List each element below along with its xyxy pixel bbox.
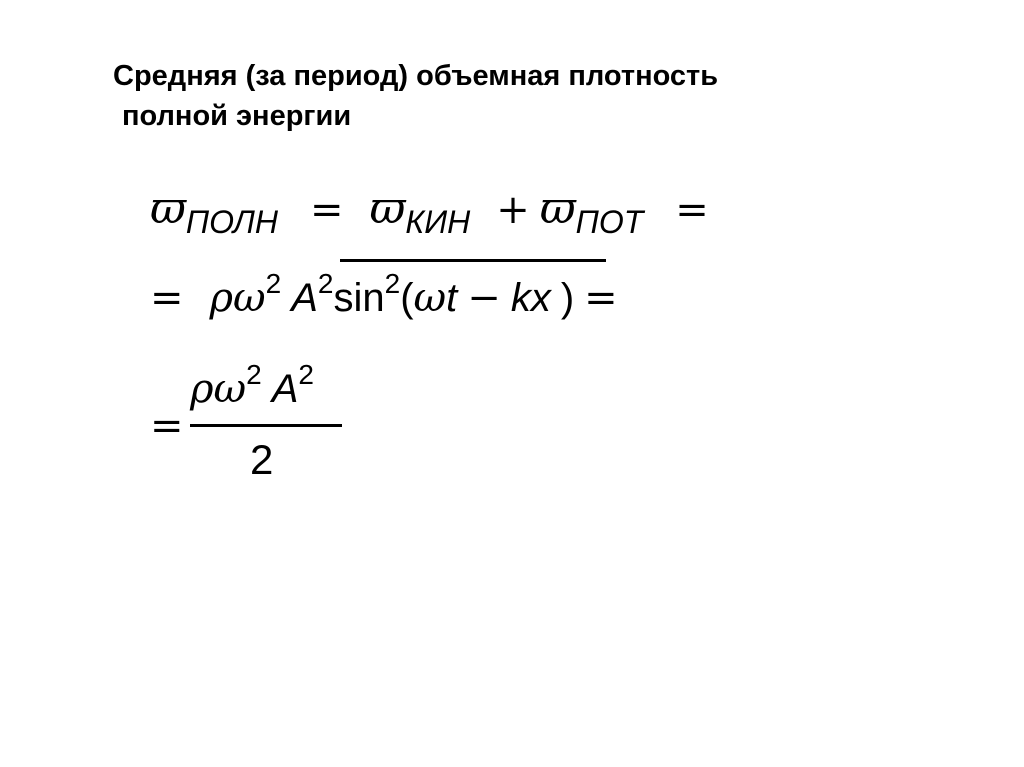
average-overline bbox=[340, 259, 606, 262]
subscript-poln: ПОЛН bbox=[185, 204, 278, 240]
omega-symbol: ϖ bbox=[369, 183, 406, 234]
omega-symbol: ϖ bbox=[539, 183, 576, 234]
fraction-denominator: 2 bbox=[250, 436, 274, 483]
equals-sign: = bbox=[584, 275, 618, 321]
subscript-kin: КИН bbox=[405, 204, 471, 240]
exponent: 2 bbox=[384, 268, 401, 299]
formula-line-2 bbox=[150, 268, 618, 321]
kx-term: kx bbox=[510, 276, 551, 320]
omega-symbol: ϖ bbox=[150, 183, 186, 234]
equals-sign: = bbox=[150, 403, 184, 449]
amplitude-symbol: A bbox=[271, 367, 299, 411]
slide-title bbox=[113, 56, 718, 136]
rho-symbol: ρ bbox=[190, 366, 214, 412]
omega-symbol: ω bbox=[213, 366, 247, 412]
equals-sign: = bbox=[309, 187, 344, 233]
fraction-bar bbox=[190, 424, 342, 427]
exponent: 2 bbox=[317, 268, 334, 299]
equals-sign: = bbox=[675, 187, 709, 233]
sin-function: sin bbox=[333, 276, 385, 320]
title-line-1: Средняя (за период) объемная плотность bbox=[113, 60, 719, 92]
exponent: 2 bbox=[265, 268, 282, 299]
exponent: 2 bbox=[246, 359, 262, 390]
formula-line-3-equals bbox=[150, 402, 184, 449]
title-line-2: полной энергии bbox=[122, 100, 352, 132]
minus-sign: − bbox=[467, 275, 501, 321]
formula-line-1 bbox=[150, 183, 709, 240]
omega-symbol: ω bbox=[233, 275, 266, 321]
equals-sign: = bbox=[150, 275, 184, 321]
rho-symbol: ρ bbox=[209, 275, 234, 321]
time-symbol: t bbox=[446, 276, 458, 320]
omega-symbol: ω bbox=[413, 275, 447, 321]
right-paren: ) bbox=[560, 276, 575, 320]
subscript-pot: ПОТ bbox=[575, 204, 644, 240]
fraction-numerator bbox=[190, 359, 314, 412]
amplitude-symbol: A bbox=[291, 276, 318, 320]
plus-sign: + bbox=[496, 187, 530, 233]
exponent: 2 bbox=[298, 359, 314, 390]
left-paren: ( bbox=[400, 276, 414, 320]
